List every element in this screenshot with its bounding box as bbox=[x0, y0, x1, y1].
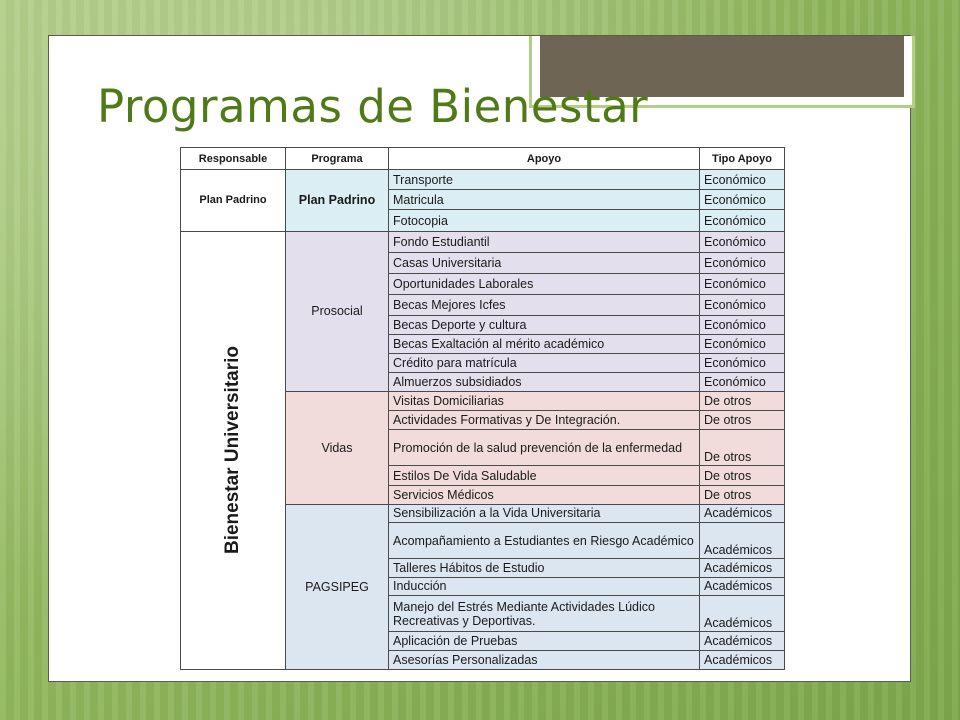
apoyo-cell: Aplicación de Pruebas bbox=[389, 632, 700, 650]
apoyo-cell: Talleres Hábitos de Estudio bbox=[389, 559, 700, 577]
tipo-cell: Académicos bbox=[700, 504, 785, 522]
apoyo-cell: Asesorías Personalizadas bbox=[389, 650, 700, 669]
programa-vidas: Vidas bbox=[286, 391, 389, 504]
tipo-cell: De otros bbox=[700, 466, 785, 485]
tipo-cell: Académicos bbox=[700, 577, 785, 595]
tipo-cell: Económico bbox=[700, 295, 785, 315]
table-row bbox=[181, 231, 785, 252]
apoyo-cell: Becas Exaltación al mérito académico bbox=[389, 334, 700, 353]
slide-title: Programas de Bienestar bbox=[97, 80, 649, 133]
apoyo-cell: Almuerzos subsidiados bbox=[389, 373, 700, 391]
table-row bbox=[181, 170, 785, 190]
apoyo-cell: Becas Mejores Icfes bbox=[389, 295, 700, 315]
apoyo-cell: Matricula bbox=[389, 190, 700, 210]
tipo-cell: Económico bbox=[700, 190, 785, 210]
tipo-cell: Económico bbox=[700, 170, 785, 190]
responsable-bienestar-universitario bbox=[181, 231, 286, 669]
tipo-cell: Académicos bbox=[700, 650, 785, 669]
tipo-cell: De otros bbox=[700, 485, 785, 504]
tipo-cell: Económico bbox=[700, 231, 785, 252]
responsable-bienestar-label: Bienestar Universitario bbox=[222, 346, 243, 555]
tipo-cell: Económico bbox=[700, 334, 785, 353]
apoyo-cell: Actividades Formativas y De Integración. bbox=[389, 410, 700, 429]
tipo-cell: Académicos bbox=[700, 632, 785, 650]
responsable-plan-padrino: Plan Padrino bbox=[181, 170, 286, 232]
tipo-cell: Académicos bbox=[700, 523, 785, 559]
apoyo-cell: Casas Universitaria bbox=[389, 252, 700, 273]
apoyo-cell: Estilos De Vida Saludable bbox=[389, 466, 700, 485]
programa-pagsipeg: PAGSIPEG bbox=[286, 504, 389, 669]
tipo-cell: Económico bbox=[700, 252, 785, 273]
tipo-cell: Económico bbox=[700, 210, 785, 231]
apoyo-cell: Promoción de la salud prevención de la enfermedad bbox=[389, 430, 700, 466]
apoyo-cell: Servicios Médicos bbox=[389, 485, 700, 504]
tipo-cell: Económico bbox=[700, 274, 785, 295]
tipo-cell: De otros bbox=[700, 430, 785, 466]
apoyo-cell: Manejo del Estrés Mediante Actividades Lúdico Recreativas y Deportivas. bbox=[389, 595, 700, 631]
header-apoyo: Apoyo bbox=[389, 148, 700, 170]
apoyo-cell: Fondo Estudiantil bbox=[389, 231, 700, 252]
programs-table bbox=[180, 147, 785, 670]
header-programa: Programa bbox=[286, 148, 389, 170]
apoyo-cell: Oportunidades Laborales bbox=[389, 274, 700, 295]
tipo-cell: Económico bbox=[700, 373, 785, 391]
apoyo-cell: Becas Deporte y cultura bbox=[389, 315, 700, 334]
header-tipo-apoyo: Tipo Apoyo bbox=[700, 148, 785, 170]
tipo-cell: Académicos bbox=[700, 559, 785, 577]
programa-prosocial: Prosocial bbox=[286, 231, 389, 391]
tipo-cell: De otros bbox=[700, 410, 785, 429]
tipo-cell: De otros bbox=[700, 391, 785, 410]
programs-table-container bbox=[180, 147, 784, 670]
table-header-row bbox=[181, 148, 785, 170]
apoyo-cell: Acompañamiento a Estudiantes en Riesgo Académico bbox=[389, 523, 700, 559]
apoyo-cell: Visitas Domiciliarias bbox=[389, 391, 700, 410]
apoyo-cell: Inducción bbox=[389, 577, 700, 595]
apoyo-cell: Crédito para matrícula bbox=[389, 354, 700, 373]
tipo-cell: Económico bbox=[700, 354, 785, 373]
apoyo-cell: Transporte bbox=[389, 170, 700, 190]
tipo-cell: Económico bbox=[700, 315, 785, 334]
header-responsable: Responsable bbox=[181, 148, 286, 170]
programa-plan-padrino: Plan Padrino bbox=[286, 170, 389, 232]
apoyo-cell: Fotocopia bbox=[389, 210, 700, 231]
apoyo-cell: Sensibilización a la Vida Universitaria bbox=[389, 504, 700, 522]
tipo-cell: Académicos bbox=[700, 595, 785, 631]
